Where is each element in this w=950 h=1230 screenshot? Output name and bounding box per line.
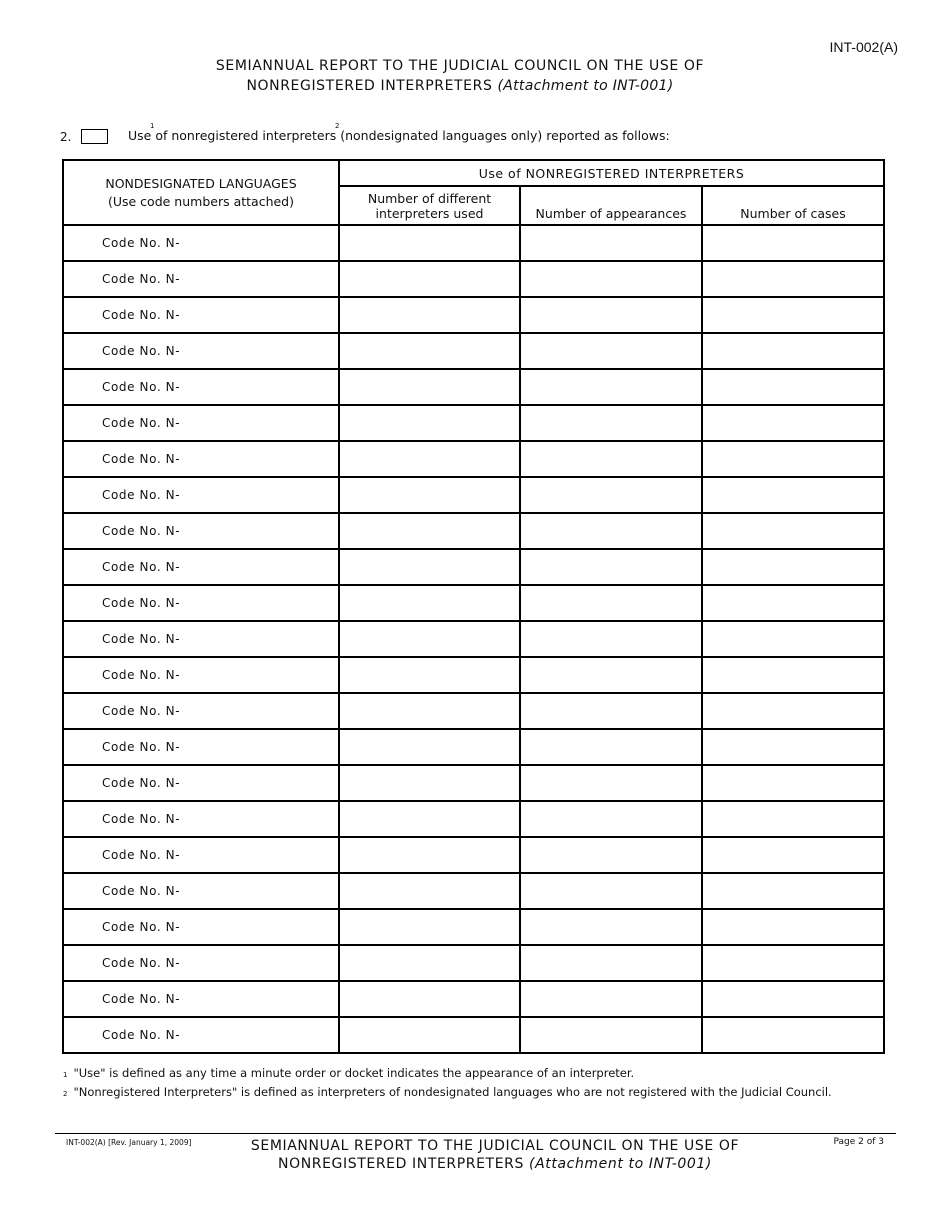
table-row [63,261,884,297]
interpreters-cell[interactable] [339,693,520,729]
col-interpreters-line-2: interpreters used [375,206,484,221]
footnote-1 [63,1066,634,1080]
table-row [63,477,884,513]
code-number-label: Code No. N- [63,369,339,405]
item-text-mid: of nonregistered interpreters [155,128,337,143]
footnote-2 [63,1085,832,1099]
code-number-label: Code No. N- [63,585,339,621]
appearances-cell[interactable] [520,513,702,549]
cases-cell[interactable] [702,765,884,801]
interpreters-cell[interactable] [339,657,520,693]
footer-title-line-1: SEMIANNUAL REPORT TO THE JUDICIAL COUNCIL ON THE USE OF [250,1138,740,1154]
cases-cell[interactable] [702,873,884,909]
interpreters-cell[interactable] [339,441,520,477]
code-number-label: Code No. N- [63,333,339,369]
footnote-1-number: 1 [63,1071,68,1079]
footer-title [0,1137,950,1173]
appearances-cell[interactable] [520,333,702,369]
interpreters-cell[interactable] [339,909,520,945]
group-header: Use of NONREGISTERED INTERPRETERS [339,160,884,186]
col-interpreters-line-1: Number of different [367,191,492,206]
footer-title-line-2 [0,1155,950,1173]
cases-cell[interactable] [702,837,884,873]
interpreters-cell[interactable] [339,621,520,657]
table-row [63,657,884,693]
footnote-2-text: "Nonregistered Interpreters" is defined as interpreters of nondesignated languages who are not registered with the Judicial Council. [73,1085,832,1099]
interpreters-cell[interactable] [339,765,520,801]
table-row [63,765,884,801]
interpreters-cell[interactable] [339,873,520,909]
appearances-cell[interactable] [520,225,702,261]
table-row [63,549,884,585]
interpreters-cell[interactable] [339,477,520,513]
appearances-cell[interactable] [520,441,702,477]
interpreters-cell[interactable] [339,261,520,297]
cases-cell[interactable] [702,441,884,477]
interpreters-cell[interactable] [339,297,520,333]
code-number-label: Code No. N- [63,621,339,657]
cases-cell[interactable] [702,369,884,405]
code-number-label: Code No. N- [63,693,339,729]
page-title [0,56,920,96]
title-line-2 [0,76,920,96]
table-row [63,333,884,369]
appearances-cell[interactable] [520,621,702,657]
table-row [63,1017,884,1053]
table-row [63,873,884,909]
interpreters-cell[interactable] [339,945,520,981]
col-cases-header: Number of cases [702,186,884,225]
interpreters-cell[interactable] [339,513,520,549]
code-number-label: Code No. N- [63,1017,339,1053]
appearances-cell[interactable] [520,693,702,729]
cases-cell[interactable] [702,513,884,549]
page-number: Page 2 of 3 [833,1137,884,1147]
interpreters-cell[interactable] [339,837,520,873]
form-number: INT-002(A) [829,39,898,55]
code-number-label: Code No. N- [63,261,339,297]
table-row [63,369,884,405]
footnote-2-number: 2 [63,1090,68,1098]
code-number-label: Code No. N- [63,981,339,1017]
table-row [63,837,884,873]
table-row [63,441,884,477]
table-row [63,729,884,765]
table-row [63,981,884,1017]
interpreters-cell[interactable] [339,549,520,585]
appearances-cell[interactable] [520,369,702,405]
footnote-ref-2: 2 [335,122,340,130]
appearances-cell[interactable] [520,657,702,693]
table-row [63,909,884,945]
code-number-label: Code No. N- [63,441,339,477]
interpreters-cell[interactable] [339,225,520,261]
col-appearances-header: Number of appearances [520,186,702,225]
appearances-cell[interactable] [520,873,702,909]
code-number-label: Code No. N- [63,405,339,441]
code-number-label: Code No. N- [63,873,339,909]
table-row [63,585,884,621]
code-number-label: Code No. N- [63,801,339,837]
code-number-label: Code No. N- [63,477,339,513]
cases-cell[interactable] [702,333,884,369]
cases-cell[interactable] [702,477,884,513]
cases-cell[interactable] [702,621,884,657]
appearances-cell[interactable] [520,297,702,333]
cases-cell[interactable] [702,909,884,945]
title-line-2-main: NONREGISTERED INTERPRETERS [246,78,493,94]
table-row [63,621,884,657]
title-line-2-paren: (Attachment to INT-001) [497,78,674,94]
appearances-cell[interactable] [520,801,702,837]
languages-header-line-1: NONDESIGNATED LANGUAGES [105,175,297,191]
cases-cell[interactable] [702,693,884,729]
footer-divider [55,1133,896,1134]
code-number-label: Code No. N- [63,657,339,693]
table-row [63,297,884,333]
table-row [63,945,884,981]
cases-cell[interactable] [702,801,884,837]
interpreters-cell[interactable] [339,369,520,405]
item-text-use: Use [128,128,152,143]
code-number-label: Code No. N- [63,909,339,945]
appearances-cell[interactable] [520,477,702,513]
item-number: 2. [60,130,72,144]
table-row [63,225,884,261]
code-number-label: Code No. N- [63,945,339,981]
appearances-cell[interactable] [520,405,702,441]
appearances-cell[interactable] [520,981,702,1017]
col-interpreters-header [339,186,520,225]
cases-cell[interactable] [702,657,884,693]
cases-cell[interactable] [702,585,884,621]
table-row [63,693,884,729]
interpreters-cell[interactable] [339,729,520,765]
code-number-label: Code No. N- [63,549,339,585]
code-number-label: Code No. N- [63,729,339,765]
item-checkbox[interactable] [81,129,108,144]
appearances-cell[interactable] [520,261,702,297]
item-description [128,122,670,143]
table-row [63,513,884,549]
appearances-cell[interactable] [520,945,702,981]
appearances-cell[interactable] [520,837,702,873]
footnote-ref-1: 1 [150,122,155,130]
cases-cell[interactable] [702,225,884,261]
title-line-1: SEMIANNUAL REPORT TO THE JUDICIAL COUNCIL ON THE USE OF [215,58,705,74]
code-number-label: Code No. N- [63,225,339,261]
languages-header-line-2: (Use code numbers attached) [107,193,294,209]
interpreter-use-table [62,159,885,1054]
appearances-cell[interactable] [520,1017,702,1053]
footer-title-line-2-main: NONREGISTERED INTERPRETERS [278,1156,524,1172]
appearances-cell[interactable] [520,549,702,585]
footer-revision: INT-002(A) [Rev. January 1, 2009] [66,1138,192,1147]
cases-cell[interactable] [702,1017,884,1053]
cases-cell[interactable] [702,945,884,981]
cases-cell[interactable] [702,981,884,1017]
table-row [63,801,884,837]
footer-title-line-2-paren: (Attachment to INT-001) [529,1156,712,1172]
interpreters-cell[interactable] [339,405,520,441]
appearances-cell[interactable] [520,909,702,945]
cases-cell[interactable] [702,549,884,585]
cases-cell[interactable] [702,405,884,441]
cases-cell[interactable] [702,297,884,333]
cases-cell[interactable] [702,261,884,297]
cases-cell[interactable] [702,729,884,765]
appearances-cell[interactable] [520,585,702,621]
code-number-label: Code No. N- [63,513,339,549]
languages-header [63,160,339,225]
interpreters-cell[interactable] [339,801,520,837]
interpreters-cell[interactable] [339,333,520,369]
code-number-label: Code No. N- [63,297,339,333]
code-number-label: Code No. N- [63,837,339,873]
appearances-cell[interactable] [520,765,702,801]
interpreters-cell[interactable] [339,585,520,621]
footnote-1-text: "Use" is defined as any time a minute order or docket indicates the appearance of an interpreter. [73,1066,635,1080]
item-text-end: (nondesignated languages only) reported as follows: [340,128,670,143]
interpreters-cell[interactable] [339,981,520,1017]
interpreters-cell[interactable] [339,1017,520,1053]
table-row [63,405,884,441]
appearances-cell[interactable] [520,729,702,765]
code-number-label: Code No. N- [63,765,339,801]
